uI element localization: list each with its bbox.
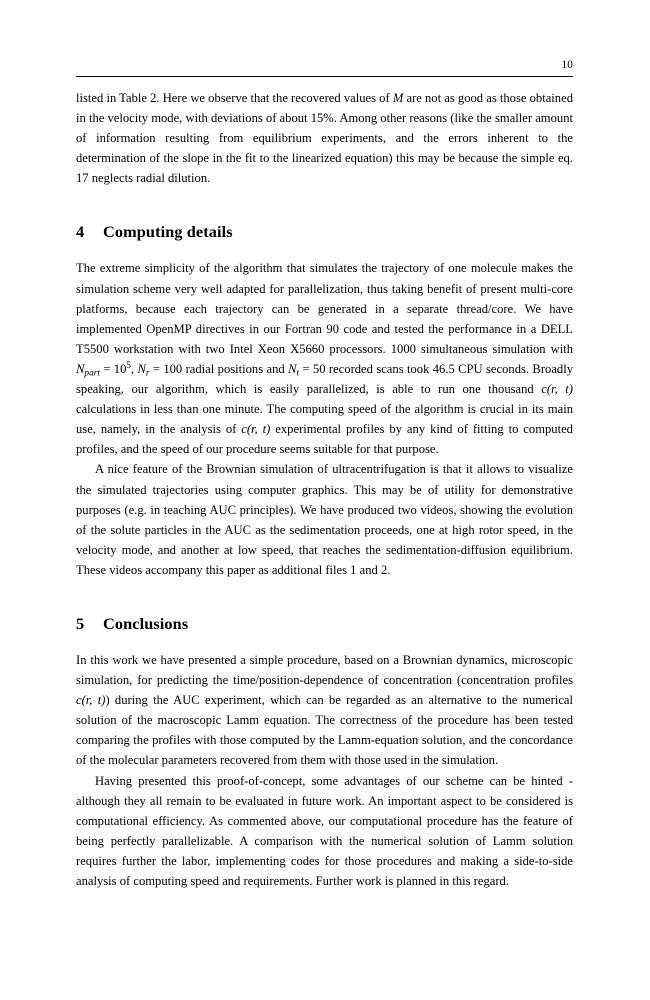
page-header bbox=[76, 58, 573, 84]
text-run: ) during the AUC experiment, which can be regarded as an alternative to the numerical solution of the macroscopic Lamm equation. The correctness of the procedure has been tested comparing the profiles with those computed by the Lamm-equation solution, and the concordance of the molecular parameters recovered from them with those used in the simulation. bbox=[76, 693, 574, 768]
text-run: In this work we have presented a simple procedure, based on a Brownian dynamics, microscopic simulation, for predicting the time/position-dependence of concentration (concentration profiles bbox=[76, 652, 573, 688]
text-run: The extreme simplicity of the algorithm that simulates the trajectory of one molecule makes the simulation scheme very well adapted for parallelization, thus taking benefit of present multi-core platforms, because each trajectory can be generated in a separate thread/core. We have implemented OpenMP directives in our Fortran 90 code and tested the performance in a DELL T5500 workstation with two Intel Xeon X5660 processors. 1000 simultaneous simulation with bbox=[76, 261, 573, 356]
page-content bbox=[76, 88, 573, 891]
math-variable: M bbox=[392, 91, 404, 105]
section-title-4: Computing details bbox=[103, 222, 233, 242]
text-run: calculations in less than one minute. The computing speed of the algorithm is crucial in its main use, namely, in the analysis of bbox=[76, 402, 573, 437]
math-subscript: t bbox=[296, 368, 300, 379]
paragraph-5-1 bbox=[76, 650, 573, 771]
text-run: = 50 recorded scans took 46.5 CPU seconds. Broadly speaking, our algorithm, which is easily parallelized, is able to run one thousand bbox=[76, 361, 573, 397]
text-run: = 10 bbox=[99, 361, 127, 376]
text-run: experimental profiles by any kind of fitting to computed profiles, and the speed of our procedure seems suitable for that purpose. bbox=[76, 422, 573, 457]
paragraph-4-2 bbox=[76, 459, 573, 580]
math-variable: N bbox=[137, 361, 146, 376]
math-variable: c(r, t) bbox=[76, 693, 106, 708]
math-superscript: 5 bbox=[126, 359, 131, 370]
math-variable: c(r, t) bbox=[241, 422, 271, 437]
paragraph-5-2 bbox=[76, 771, 573, 892]
math-variable: c(r, t) bbox=[541, 382, 573, 397]
header-rule bbox=[76, 76, 573, 77]
text-run: Having presented this proof-of-concept, some advantages of our scheme can be hinted - although they all remain to be evaluated in future work. An important aspect to be considered is computational efficiency. As commented above, our computational procedure has the feature of being perfectly parallelizable. A comparison with the numerical solution of Lamm solution requires further the labor, implementing codes for those procedures and making a side-to-side analysis of computing speed and requirements. Further work is planned in this regard. bbox=[76, 773, 573, 888]
section-heading-4 bbox=[76, 221, 573, 243]
text-run: = 100 radial positions and bbox=[149, 361, 289, 376]
continued-paragraph bbox=[76, 88, 573, 188]
section-number-5: 5 bbox=[76, 613, 85, 633]
text-run: are not as good as those obtained in the velocity mode, with deviations of about 15%. Among other reasons (like the smaller amount of information resulting from equilibrium experiments, and the errors inherent to the determination of the slope in the fit to the linearized equation) this may be because the simple eq. 17 neglects radial dilution. bbox=[76, 91, 573, 186]
text-run: listed in Table 2. Here we observe that the recovered values of bbox=[76, 91, 393, 105]
section-heading-wrapper-5 bbox=[76, 613, 573, 635]
section-number-4: 4 bbox=[76, 222, 85, 242]
math-variable: N bbox=[76, 361, 85, 376]
section-heading-5 bbox=[76, 613, 573, 635]
section-heading-wrapper-4 bbox=[76, 221, 573, 243]
section-title-5: Conclusions bbox=[103, 613, 189, 633]
math-subscript: part bbox=[84, 368, 100, 379]
page-number: 10 bbox=[561, 59, 573, 71]
paragraph-4-1 bbox=[76, 258, 573, 459]
math-subscript: r bbox=[145, 368, 150, 379]
text-run: A nice feature of the Brownian simulation of ultracentrifugation is that it allows to visualize the simulated trajectories using computer graphics. This may be of utility for demonstrative purposes (e.g. in teaching AUC principles). We have produced two videos, showing the evolution of the solute particles in the AUC as the sedimentation proceeds, one at high rotor speed, in the velocity mode, and another at low speed, that reaches the sedimentation-diffusion equilibrium. These videos accompany this paper as additional files 1 and 2. bbox=[76, 462, 573, 577]
math-variable: N bbox=[288, 361, 297, 376]
text-run: , bbox=[130, 361, 138, 376]
